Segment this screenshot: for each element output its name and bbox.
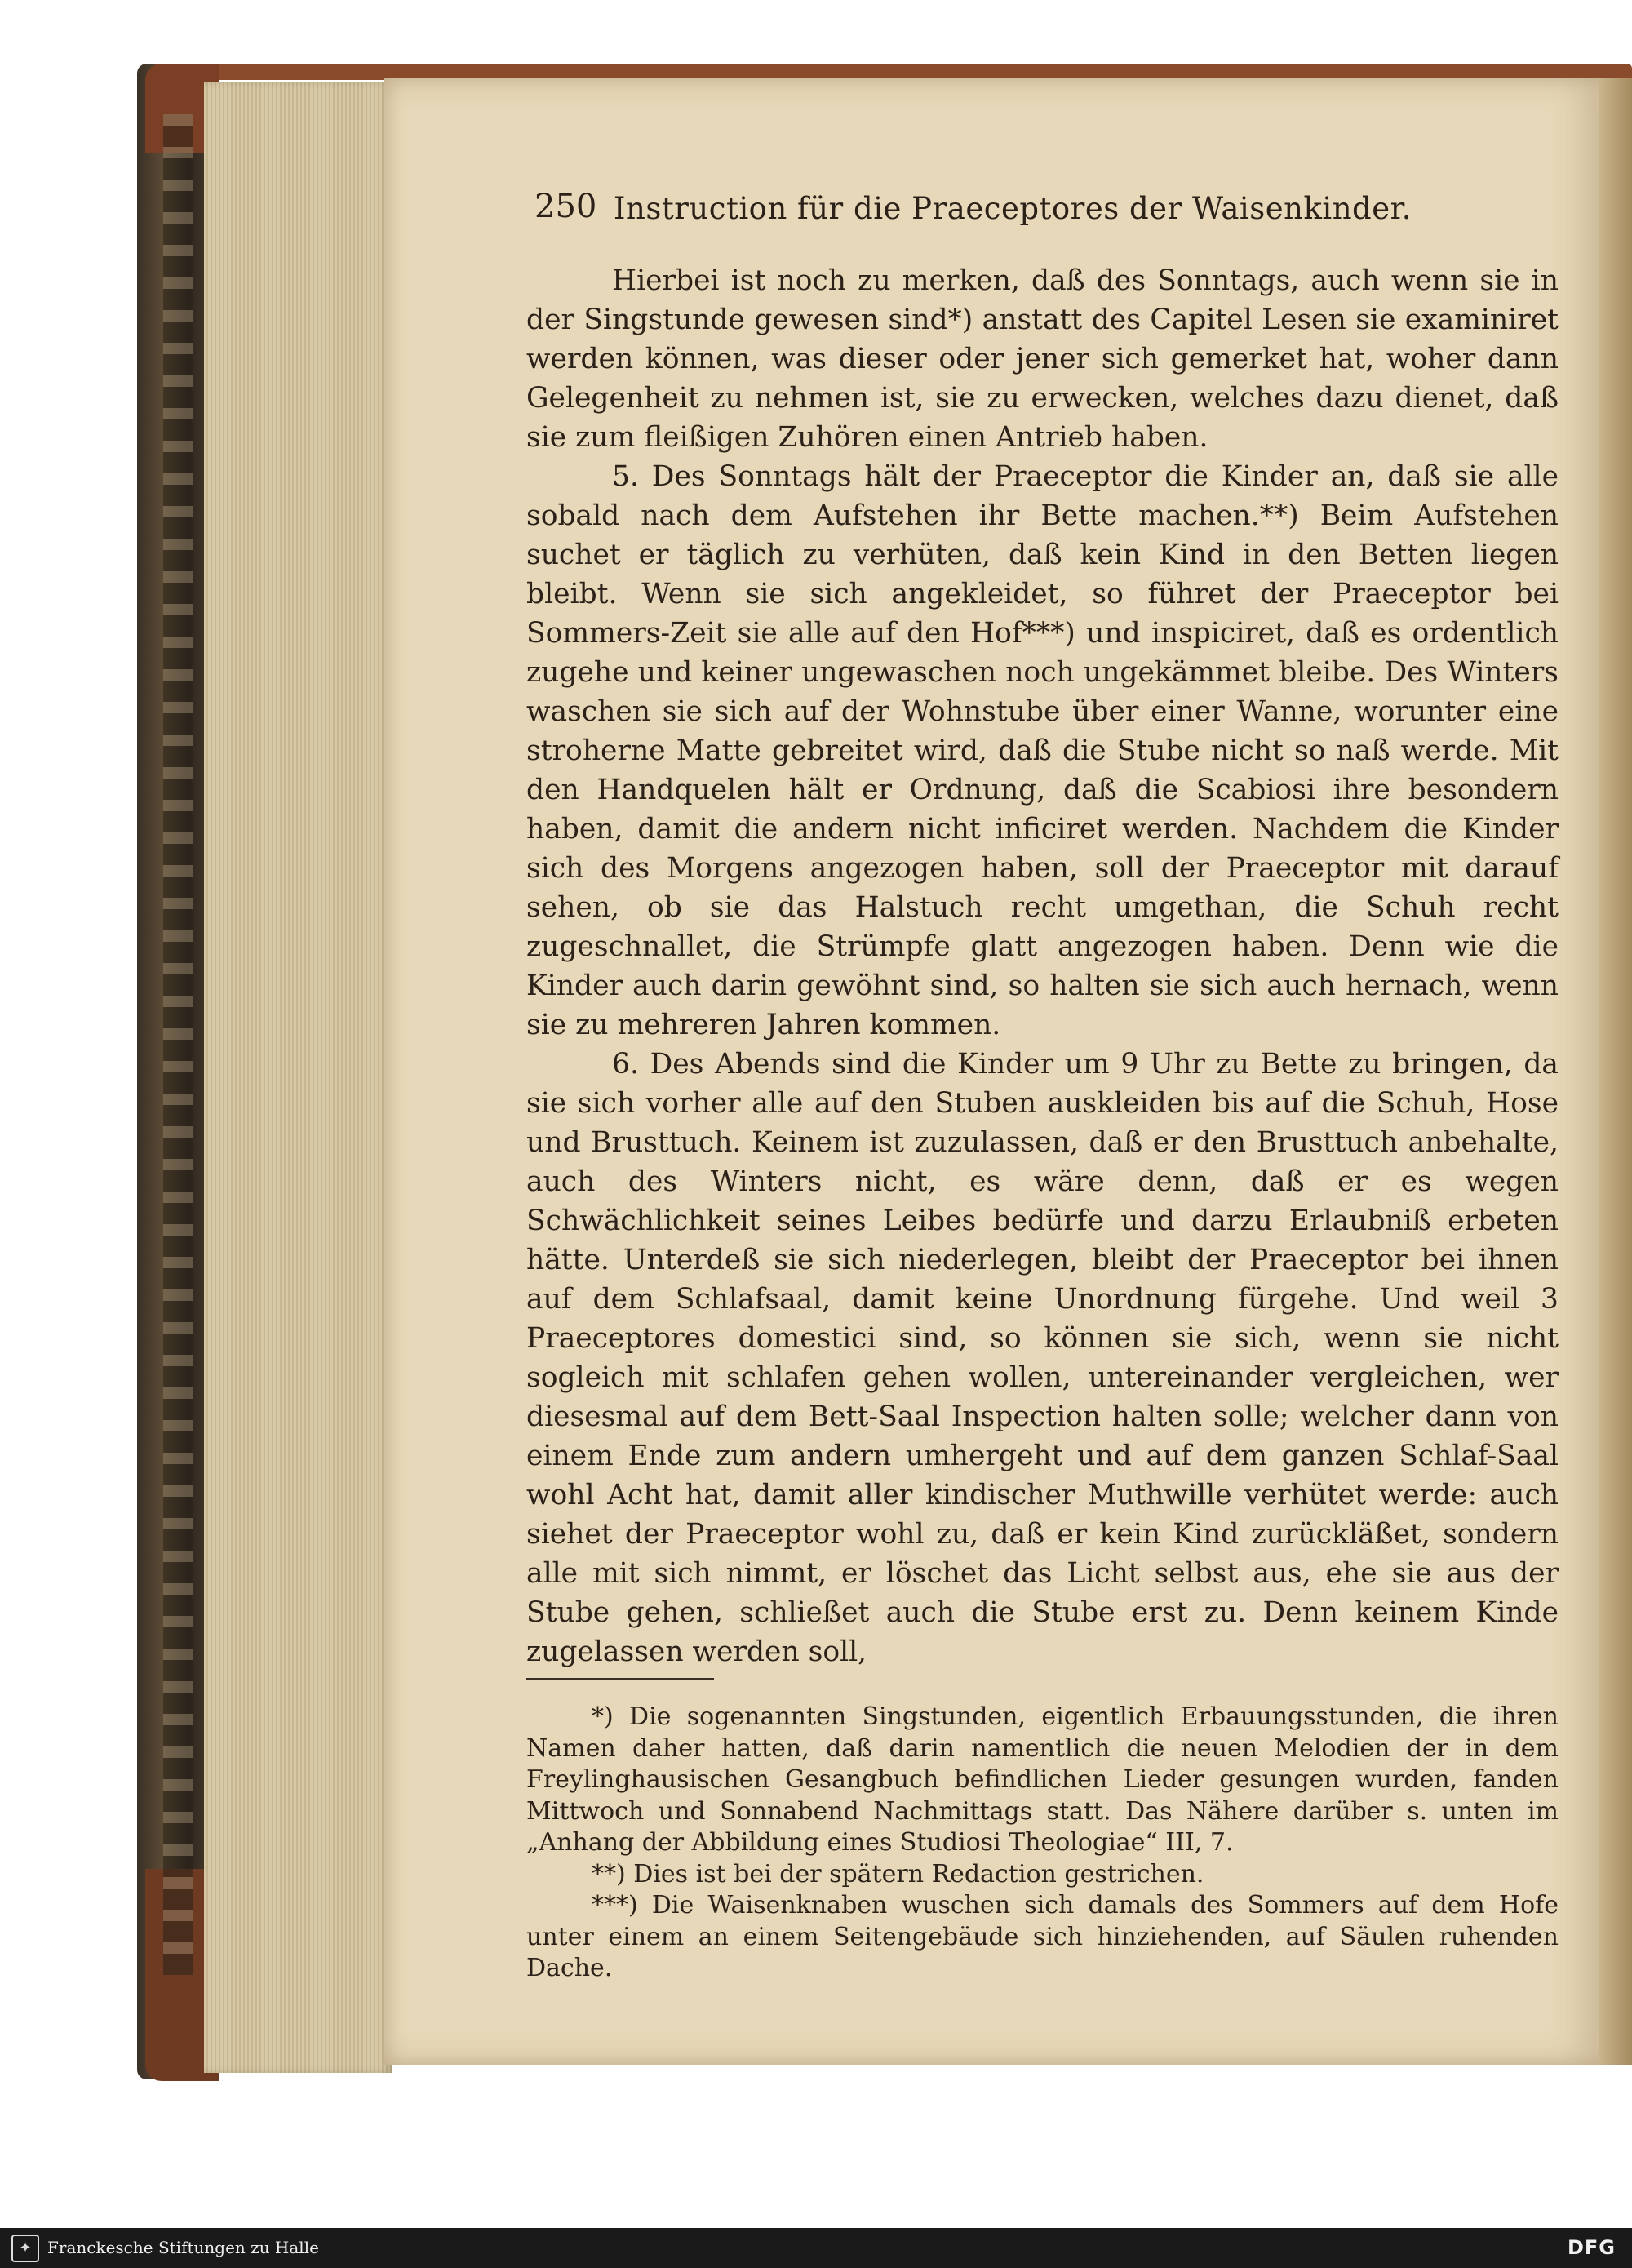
- paragraph-1: Hierbei ist noch zu merken, daß des Sonntags, auch wenn sie in der Singstunde gewesen sind*) anstatt des Capitel Lesen sie examiniret werden können, was dieser oder jener sich gemerket hat, woher dann Gelegenheit zu nehmen ist, sie zu erwecken, welches dazu dienet, daß sie zum fleißigen Zuhören einen Antrieb haben.: [526, 264, 1559, 454]
- page-right-edge: [1599, 78, 1632, 2065]
- footnotes: [526, 1702, 1559, 1985]
- spine-marbled-pattern: [163, 114, 193, 1975]
- page-edges-stack: [204, 82, 392, 2073]
- institution-name[interactable]: Franckesche Stiftungen zu Halle: [47, 2238, 319, 2257]
- viewer-footer-bar: [0, 2228, 1632, 2268]
- franckesche-stiftungen-logo-icon[interactable]: ✦: [11, 2235, 39, 2262]
- paragraph-3: 6. Des Abends sind die Kinder um 9 Uhr zu Bette zu bringen, da sie sich vorher alle auf den Stuben auskleiden bis auf die Schuh, Hose und Brusttuch. Keinem ist zuzulassen, daß er den Brusttuch anbehalte, auch des Winters nicht, es wäre denn, daß er es wegen Schwächlichkeit seines Leibes bedürfe und darzu Erlaubniß erbeten hätte. Unterdeß sie sich niederlegen, bleibt der Praeceptor bei ihnen auf dem Schlafsaal, damit keine Unordnung fürgehe. Und weil 3 Praeceptores domestici sind, so können sie sich, wenn sie nicht sogleich mit schlafen gehen wollen, untereinander vergleichen, wer diesesmal auf dem Bett-Saal Inspection halten solle; welcher dann von einem Ende zum andern umhergeht und auf dem ganzen Schlaf-Saal wohl Acht hat, damit aller kindischer Muthwille verhütet werde: auch siehet der Praeceptor wohl zu, daß er kein Kind zurückläßet, sondern alle mit sich nimmt, er löschet das Licht selbst aus, ehe sie aus der Stube gehen, schließet auch die Stube erst zu. Denn keinem Kinde zugelassen werden soll,: [526, 1048, 1559, 1668]
- footnote-2: **) Dies ist bei der spätern Redaction gestrichen.: [592, 1859, 1204, 1889]
- footnote-1: *) Die sogenannten Singstunden, eigentlich Erbauungsstunden, die ihren Namen daher hatten, daß darin namentlich die neuen Melodien der in dem Freylinghausischen Gesangbuch befindlichen Lieder gesungen wurden, fanden Mittwoch und Sonnabend Nachmittags statt. Das Nähere darüber s. unten im „Anhang der Abbildung eines Studiosi Theologiae“ III, 7.: [526, 1702, 1559, 1857]
- footnote-3: ***) Die Waisenknaben wuschen sich damals des Sommers auf dem Hofe unter einem an einem Seitengebäude sich hinziehenden, auf Säulen ruhenden Dache.: [526, 1891, 1559, 1982]
- footnote-rule: [526, 1678, 714, 1680]
- body-text: [526, 261, 1559, 1671]
- running-title: Instruction für die Praeceptores der Waisenkinder.: [613, 191, 1412, 226]
- page-number: 250: [534, 188, 597, 225]
- dfg-logo[interactable]: DFG: [1567, 2236, 1616, 2259]
- paragraph-2: 5. Des Sonntags hält der Praeceptor die Kinder an, daß sie alle sobald nach dem Aufstehen ihr Bette machen.**) Beim Aufstehen suchet er täglich zu verhüten, daß kein Kind in den Betten liegen bleibt. Wenn sie sich angekleidet, so führet der Praeceptor bei Sommers-Zeit sie alle auf den Hof***) und inspiciret, daß es ordentlich zugehe und keiner ungewaschen noch ungekämmet bleibe. Des Winters waschen sie sich auf der Wohnstube über einer Wanne, worunter eine stroherne Matte gebreitet wird, daß die Stube nicht so naß werde. Mit den Handquelen hält er Ordnung, daß die Scabiosi ihre besondern haben, damit die andern nicht inficiret werden. Nachdem die Kinder sich des Morgens angezogen haben, soll der Praeceptor mit darauf sehen, ob sie das Halstuch recht umgethan, die Schuh recht zugeschnallet, die Strümpfe glatt angezogen haben. Denn wie die Kinder auch darin gewöhnt sind, so halten sie sich auch hernach, wenn sie zu mehreren Jahren kommen.: [526, 460, 1559, 1041]
- running-head: [534, 188, 1412, 237]
